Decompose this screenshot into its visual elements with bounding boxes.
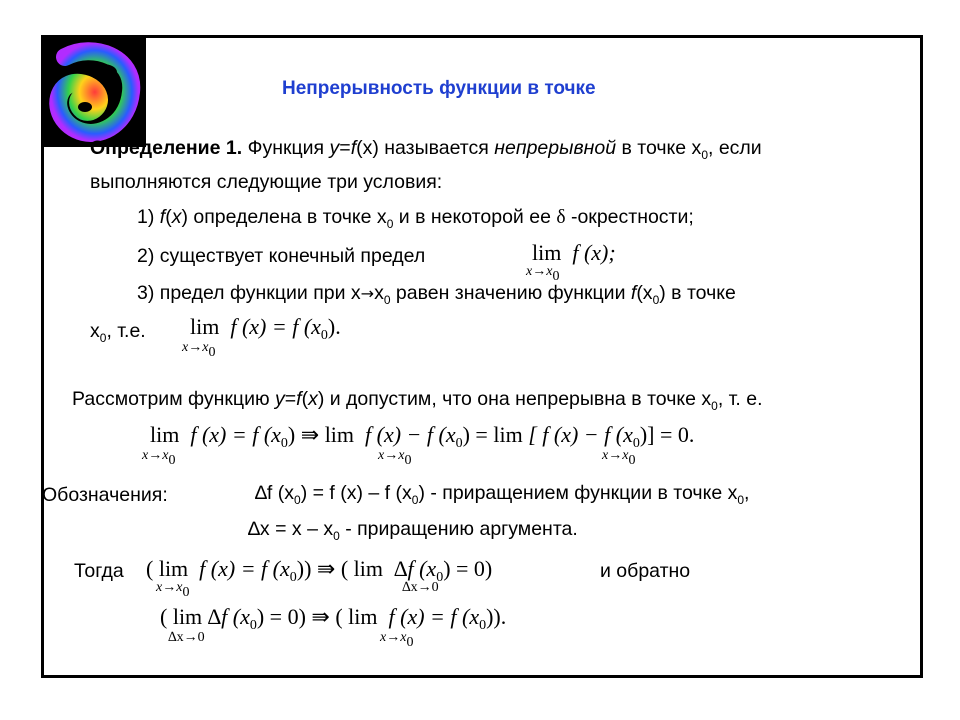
f3-subzero-a: 0 (168, 453, 176, 468)
c3-text-d: (x (636, 282, 653, 304)
formula-3-c: f (x) − f (x (365, 422, 456, 447)
c1-paren: ( (165, 206, 172, 228)
formula-2-sub0: 0 (320, 328, 328, 343)
f3-subzero-b: 0 (404, 453, 412, 468)
page-title: Непрерывность функции в точке (282, 78, 596, 99)
formula-3-a: f (x) = f (x (190, 422, 281, 447)
definition-text-d: , если (708, 137, 762, 159)
lim-5b: lim (348, 604, 378, 629)
notation-1-a: ∆f (x (255, 482, 295, 504)
f3-sub-b: x→x (378, 448, 405, 463)
definition-var-f: f (350, 137, 357, 159)
definition-eq: = (339, 137, 351, 159)
formula-3-e: [ f (x) − f (x (528, 422, 633, 447)
lim-4b: lim (353, 556, 384, 581)
consider-e: , т. е. (717, 388, 763, 410)
formula-3-b: ) ⇛ (287, 422, 320, 447)
formula-3-f: )] = 0. (639, 422, 695, 447)
notation-1-sub: 0 (294, 492, 301, 507)
consider-y: y (275, 388, 285, 410)
definition-line-1 (90, 137, 762, 162)
formula-1-sub: x→x (526, 264, 553, 279)
consider-a: Рассмотрим функцию (72, 388, 275, 410)
then-label: Тогда (74, 560, 124, 582)
f4-subzero-a: 0 (182, 585, 190, 600)
f4-d: ∆f (x (394, 556, 437, 581)
c3-line2-sub: 0 (99, 330, 107, 345)
notation-1-b: ) = f (x) – f (x (300, 482, 412, 504)
consider-d: ) и допустим, что она непрерывна в точке x (317, 388, 712, 410)
consider-x: x (308, 388, 318, 410)
notation-line-2 (248, 518, 578, 543)
notation-1-sub3: 0 (737, 492, 745, 507)
definition-line-2: выполняются следующие три условия: (90, 171, 443, 193)
f5-sub-b: x→x (380, 630, 407, 645)
condition-1 (137, 206, 694, 229)
definition-text: Функция (242, 137, 330, 159)
formula-1-sub0: 0 (552, 269, 560, 284)
formula-5 (160, 604, 600, 650)
torus-logo-icon (43, 37, 146, 147)
c1-sub: 0 (386, 216, 394, 231)
f4-b: f (x) = f (x (199, 556, 290, 581)
torus-logo-graphic (43, 37, 146, 147)
consider-b: = (284, 388, 297, 410)
condition-3-line-2 (90, 320, 146, 345)
c3-text-a: 3) предел функции при x (137, 282, 361, 304)
f5-sub-a: ∆x→0 (168, 630, 205, 645)
formula-1-body: f (x); (572, 240, 616, 265)
notation-2-sub: 0 (333, 528, 340, 543)
conversely-text: и обратно (600, 560, 691, 582)
c1-num: 1) (137, 206, 160, 228)
f3-sub0-a: 0 (280, 436, 288, 451)
formula-2-end: ). (327, 314, 341, 339)
definition-label: Определение 1. (90, 137, 243, 159)
lim-4a: lim (158, 556, 189, 581)
definition-subscript: 0 (701, 147, 708, 162)
f5-subzero-b: 0 (406, 635, 414, 650)
notation-2-b: - приращению аргумента. (339, 518, 578, 540)
formula-limit-1 (526, 240, 652, 284)
f4-c: )) ⇛ ( (296, 556, 349, 581)
f4-e: ) = 0) (443, 556, 493, 581)
c3-f: f (630, 282, 637, 304)
c3-sub: 0 (383, 292, 391, 307)
c1-f: f (159, 206, 166, 228)
f3-sub0-b: 0 (455, 436, 463, 451)
f5-c: ) = 0) ⇛ ( (256, 604, 343, 629)
formula-limit-2 (182, 314, 410, 360)
f4-sub-b: ∆x→0 (402, 580, 439, 595)
f5-sub0-b: 0 (479, 618, 487, 633)
c1-text-e: -окрестности; (565, 206, 694, 228)
c3-text-c: равен значению функции (390, 282, 631, 304)
c3-sub2: 0 (652, 292, 660, 307)
c3-text-e: ) в точке (659, 282, 736, 304)
arrow-icon: → (360, 284, 375, 303)
consider-f: f (296, 388, 302, 410)
notation-1-c: ) - приращением функции в точке x (418, 482, 738, 504)
definition-var-y: y (329, 137, 340, 159)
notation-1-sub2: 0 (411, 492, 419, 507)
f5-b: ∆f (x (207, 604, 250, 629)
f4-a: ( (146, 556, 154, 581)
f5-a: ( (160, 604, 168, 629)
definition-text-b: называется (378, 137, 495, 159)
condition-2: 2) существует конечный предел (137, 245, 426, 267)
lim-3a: lim (150, 422, 180, 447)
c1-x: x (171, 206, 182, 228)
lim-3b: lim (324, 422, 355, 447)
lim-2: lim (190, 314, 220, 339)
lim-1: lim (532, 240, 562, 265)
notation-1-d: , (744, 482, 750, 504)
condition-3 (137, 282, 736, 305)
f3-sub-a: x→x (142, 448, 169, 463)
c3-x: x (374, 282, 384, 304)
definition-arg: (x) (356, 137, 379, 159)
f5-d: f (x) = f (x (388, 604, 480, 629)
consider-c: ( (301, 388, 309, 410)
f5-sub0-a: 0 (249, 618, 257, 633)
notation-line-1 (255, 482, 750, 507)
definition-text-c: в точке x (616, 137, 702, 159)
lim-3c: lim (493, 422, 523, 447)
c1-text-d: и в некоторой ее (393, 206, 557, 228)
notation-2-a: ∆x = x – x (248, 518, 334, 540)
f3-sub-c: x→x (602, 448, 629, 463)
formula-3 (142, 422, 870, 468)
formula-2-subzero: 0 (208, 345, 216, 360)
notation-label: Обозначения: (42, 484, 168, 506)
formula-4 (146, 556, 586, 600)
delta-symbol: δ (556, 207, 566, 228)
consider-text (72, 388, 763, 413)
consider-sub: 0 (711, 398, 718, 413)
definition-term: непрерывной (494, 137, 617, 159)
c1-text: ) определена в точке x (181, 206, 387, 228)
formula-3-d: ) = (462, 422, 488, 447)
c3-line2-text: , т.е. (106, 320, 146, 342)
formula-2-body: f (x) = f (x (230, 314, 321, 339)
f4-sub-a: x→x (156, 580, 183, 595)
formula-2-sub: x→x (182, 340, 209, 355)
f4-sub0-a: 0 (289, 570, 297, 585)
f3-subzero-c: 0 (628, 453, 636, 468)
lim-5a: lim (172, 604, 203, 629)
f3-sub0-c: 0 (632, 436, 640, 451)
f4-sub0-b: 0 (436, 570, 444, 585)
f5-e: )). (486, 604, 507, 629)
c3-line2-x: x (90, 320, 100, 342)
